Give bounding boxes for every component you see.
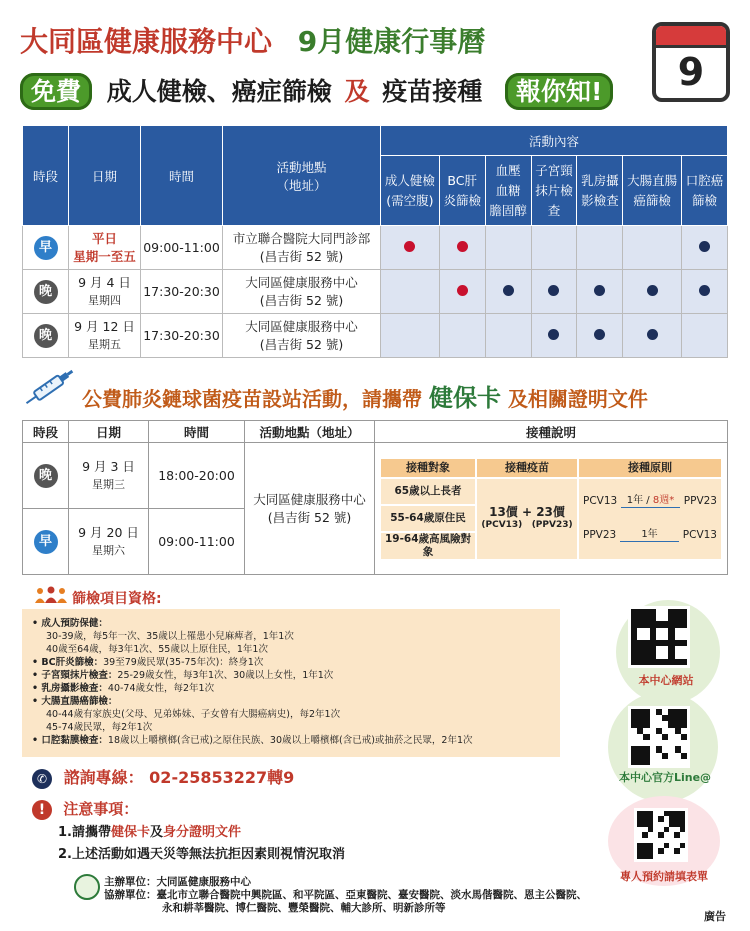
qr-code-site[interactable]: [628, 606, 690, 668]
free-badge: 免費: [20, 73, 92, 110]
evening-badge: 晚: [34, 464, 58, 488]
service-cell: [577, 314, 623, 358]
service-cell: [485, 314, 531, 358]
service-cell: [531, 270, 577, 314]
eligibility-line: 45-74歲民眾，每2年1次: [46, 722, 153, 733]
date-cell: [69, 509, 149, 575]
date-cell: [69, 226, 141, 270]
phone-icon: ✆: [32, 769, 52, 789]
sub-vaccine: 疫苗接種: [382, 77, 483, 106]
th-location: 活動地點（地址）: [245, 421, 375, 443]
period-cell: [23, 509, 69, 575]
title-center-name: 大同區健康服務中心: [20, 25, 273, 58]
weekday-text: 星期四: [88, 293, 121, 307]
eligibility-line: • 口腔黏膜檢查：18歲以上嚼檳榔(含已戒)之原住民族、30歲以上嚼檳榔(含已戒)或抽菸之民眾，2年1次: [32, 735, 473, 746]
th-vaccine: 接種疫苗: [476, 458, 578, 478]
notice-text: 1.請攜帶: [58, 825, 111, 840]
location-address: (昌吉街 52 號): [259, 336, 344, 352]
vaccine-cell: [476, 478, 578, 560]
rule1-from: PCV13: [583, 495, 618, 507]
date-cell: [69, 270, 141, 314]
host-label: 主辦單位：: [104, 876, 157, 888]
time-cell: 17:30-20:30: [141, 270, 223, 314]
date-text: 9 月 3 日: [82, 458, 135, 474]
navy-dot-mark: [699, 241, 710, 252]
navy-dot-mark: [647, 285, 658, 296]
location-name: 大同區健康服務中心: [245, 274, 358, 290]
table-row: [23, 270, 728, 314]
date-text: 9 月 4 日: [78, 274, 131, 290]
eligibility-line: 40歲至64歲，每3年1次、55歲以上原住民，1年1次: [46, 644, 268, 655]
target: 19-64歲高風險對象: [380, 532, 476, 560]
vaccine-main: 13價 + 23價: [489, 504, 565, 519]
time-cell: 09:00-11:00: [149, 509, 245, 575]
eligibility-line: • BC肝炎篩檢：39至79歲民眾(35-75年次)：終身1次: [32, 657, 264, 668]
th-rule: 接種原則: [578, 458, 722, 478]
location-name: 大同區健康服務中心: [245, 318, 358, 334]
location-name: 市立聯合醫院大同門診部: [232, 230, 371, 246]
calendar-icon: [652, 22, 730, 102]
eligibility-item-label: 成人預防保健：: [41, 618, 108, 629]
eligibility-item-label: 大腸直腸癌篩檢：: [41, 696, 118, 707]
th-time: 時間: [141, 126, 223, 226]
navy-dot-mark: [503, 285, 514, 296]
vaccine-banner-card: 健保卡: [428, 384, 501, 412]
location-cell: [223, 226, 381, 270]
time-cell: 17:30-20:30: [141, 314, 223, 358]
time-cell: 18:00-20:00: [149, 443, 245, 509]
eligibility-item-label: 口腔黏膜檢查：: [41, 735, 108, 746]
service-cell: [485, 270, 531, 314]
eligibility-title: 篩檢項目資格:: [72, 591, 162, 607]
vaccine-banner-text1: 公費肺炎鏈球菌疫苗設站活動，請攜帶: [82, 387, 422, 411]
morning-badge: 早: [34, 236, 58, 260]
navy-dot-mark: [699, 285, 710, 296]
calendar-number: 9: [677, 50, 705, 94]
service-cell: [531, 226, 577, 270]
location-address: (昌吉街 52 號): [259, 248, 344, 264]
service-cell: [577, 226, 623, 270]
service-cell: [682, 226, 728, 270]
period-cell: [23, 314, 69, 358]
contact-line: [32, 765, 294, 789]
eligibility-item-label: BC肝炎篩檢：: [41, 657, 104, 668]
navy-dot-mark: [647, 329, 658, 340]
th-time: 時間: [149, 421, 245, 443]
service-cell: [439, 314, 485, 358]
th-item: 成人健檢 (需空腹): [381, 156, 440, 226]
sub-sep: 、: [206, 77, 232, 106]
vaccine-info-table: [379, 457, 723, 561]
eligibility-box: [22, 609, 560, 757]
notice-item-2: 2.上述活動如遇天災等無法抗拒因素則視情況取消: [58, 847, 345, 862]
navy-dot-mark: [548, 329, 559, 340]
th-vaccine-info: 接種說明: [375, 421, 728, 443]
notice-title-row: [32, 798, 138, 820]
weekday-text: 星期六: [92, 543, 125, 557]
vaccine-sub: (PCV13) (PPV23): [481, 519, 573, 530]
rule2-from: PPV23: [583, 529, 617, 541]
page-title: [20, 20, 485, 60]
service-cell: [623, 270, 682, 314]
period-cell: [23, 270, 69, 314]
th-item: 乳房攝 影檢查: [577, 156, 623, 226]
th-item: BC肝 炎篩檢: [439, 156, 485, 226]
eligibility-item-text: 18歲以上嚼檳榔(含已戒)之原住民族、30歲以上嚼檳榔(含已戒)或抽菸之民眾，2年1次: [107, 735, 473, 746]
th-item: 血壓 血糖 膽固醇: [485, 156, 531, 226]
th-period: 時段: [23, 421, 69, 443]
morning-badge: 早: [34, 530, 58, 554]
vaccine-info-cell: [375, 443, 728, 575]
location-address: (昌吉街 52 號): [259, 292, 344, 308]
th-target: 接種對象: [380, 458, 476, 478]
eligibility-line: 30-39歲，每5年一次、35歲以上罹患小兒麻痺者，1年1次: [46, 631, 294, 642]
rule1-mid-red: 8週*: [652, 495, 675, 506]
service-cell: [623, 314, 682, 358]
notice-text: 及: [150, 825, 164, 840]
eligibility-line: • 乳房攝影檢查：40-74歲女性，每2年1次: [32, 683, 215, 694]
rule1-interval: [621, 495, 680, 508]
co-organizers-1: 臺北市立聯合醫院中興院區、和平院區、亞東醫院、臺安醫院、淡水馬偕醫院、恩主公醫院、: [156, 889, 587, 901]
evening-badge: 晚: [34, 280, 58, 304]
service-cell: [381, 314, 440, 358]
service-cell: [381, 270, 440, 314]
location-name: 大同區健康服務中心: [253, 491, 366, 507]
th-item: 子宮頸 抹片檢 查: [531, 156, 577, 226]
date-text: 平日: [91, 230, 117, 246]
rule2-to: PCV13: [682, 529, 717, 541]
notice-highlight: 身分證明文件: [163, 825, 242, 840]
service-cell: [577, 270, 623, 314]
th-item: 大腸直腸 癌篩檢: [623, 156, 682, 226]
weekday-text: 星期三: [92, 477, 125, 491]
rule1-mid: 1年 /: [626, 495, 653, 506]
co-label: 協辦單位：: [104, 889, 157, 901]
service-cell: [531, 314, 577, 358]
th-content: 活動內容: [381, 126, 728, 156]
location-cell: [223, 314, 381, 358]
location-address: (昌吉街 52 號): [267, 509, 352, 525]
th-period: 時段: [23, 126, 69, 226]
time-cell: 09:00-11:00: [141, 226, 223, 270]
eligibility-line: • 子宮頸抹片檢查：25-29歲女性，每3年1次、30歲以上女性，1年1次: [32, 670, 334, 681]
ad-label: 廣告: [704, 910, 726, 923]
qr-site-label: 本中心網站: [638, 674, 694, 687]
eligibility-item-text: 40-74歲女性，每2年1次: [107, 683, 215, 694]
alert-icon: !: [32, 800, 52, 820]
organizer-logo: [74, 874, 100, 900]
red-dot-mark: [457, 285, 468, 296]
period-cell: [23, 443, 69, 509]
eligibility-line: • 大腸直腸癌篩檢：: [32, 696, 118, 707]
sub-adult: 成人健檢: [106, 77, 207, 106]
rule2-interval: 1年: [620, 529, 679, 542]
schedule-table: [22, 125, 728, 358]
table-row: [23, 314, 728, 358]
tell-badge: 報你知!: [505, 73, 613, 110]
service-cell: [485, 226, 531, 270]
phone-number: 02-25853227轉9: [149, 768, 295, 787]
rule1-to: PPV23: [683, 495, 717, 507]
notice-item-1: [58, 822, 345, 844]
notice-highlight: 健保卡: [110, 825, 150, 840]
period-cell: [23, 226, 69, 270]
th-item: 口腔癌 篩檢: [682, 156, 728, 226]
service-cell: [623, 226, 682, 270]
syringe-icon: [20, 368, 80, 408]
service-cell: [439, 270, 485, 314]
target: 55-64歲原住民: [380, 505, 476, 532]
notice-title: 注意事項：: [63, 800, 139, 818]
qr-form-label: 專人預約請填表單: [620, 870, 708, 883]
subtitle: [20, 72, 613, 108]
host-name: 大同區健康服務中心: [156, 876, 251, 888]
sub-cancer: 癌症篩檢: [231, 77, 332, 106]
qr-line-label: 本中心官方Line@: [618, 771, 712, 784]
eligibility-item-text: 39至79歲民眾(35-75年次)：終身1次: [103, 657, 264, 668]
red-dot-mark: [457, 241, 468, 252]
qr-code-form[interactable]: [634, 808, 688, 862]
th-date: 日期: [69, 126, 141, 226]
target: 65歲以上長者: [380, 478, 476, 505]
weekday-text: 星期一至五: [73, 248, 136, 264]
eligibility-item-label: 乳房攝影檢查：: [41, 683, 108, 694]
sub-and: 及: [344, 77, 370, 106]
rule-cell: [578, 478, 722, 560]
navy-dot-mark: [594, 285, 605, 296]
date-text: 9 月 12 日: [74, 318, 135, 334]
vaccine-banner-text2: 及相關證明文件: [507, 387, 648, 411]
date-text: 9 月 20 日: [78, 524, 139, 540]
eligibility-item-text: 25-29歲女性，每3年1次、30歲以上女性，1年1次: [117, 670, 334, 681]
navy-dot-mark: [594, 329, 605, 340]
weekday-text: 星期五: [88, 337, 121, 351]
co-organizers-2: 永和耕莘醫院、博仁醫院、豐榮醫院、輔大診所、明新診所等: [162, 902, 446, 914]
title-month: 9月健康行事曆: [297, 25, 486, 58]
navy-dot-mark: [548, 285, 559, 296]
eligibility-line: • 成人預防保健：: [32, 618, 108, 629]
organizers: [104, 876, 587, 915]
location-cell: [223, 270, 381, 314]
eligibility-item-label: 子宮頸抹片檢查：: [41, 670, 118, 681]
th-date: 日期: [69, 421, 149, 443]
vaccine-table: [22, 420, 728, 575]
eligibility-line: 40-44歲有家族史(父母、兄弟姊妹、子女曾有大腸癌病史)，每2年1次: [46, 709, 341, 720]
red-dot-mark: [404, 241, 415, 252]
vaccine-banner: [20, 372, 730, 412]
service-cell: [682, 314, 728, 358]
qr-code-line[interactable]: [628, 706, 690, 768]
date-cell: [69, 443, 149, 509]
service-cell: [439, 226, 485, 270]
location-cell: [245, 443, 375, 575]
notice-list: [58, 822, 345, 866]
th-location: 活動地點 （地址）: [223, 126, 381, 226]
evening-badge: 晚: [34, 324, 58, 348]
phone-label: 諮詢專線：: [63, 768, 144, 787]
date-cell: [69, 314, 141, 358]
service-cell: [381, 226, 440, 270]
people-icon: [34, 586, 68, 604]
service-cell: [682, 270, 728, 314]
table-row: [23, 226, 728, 270]
